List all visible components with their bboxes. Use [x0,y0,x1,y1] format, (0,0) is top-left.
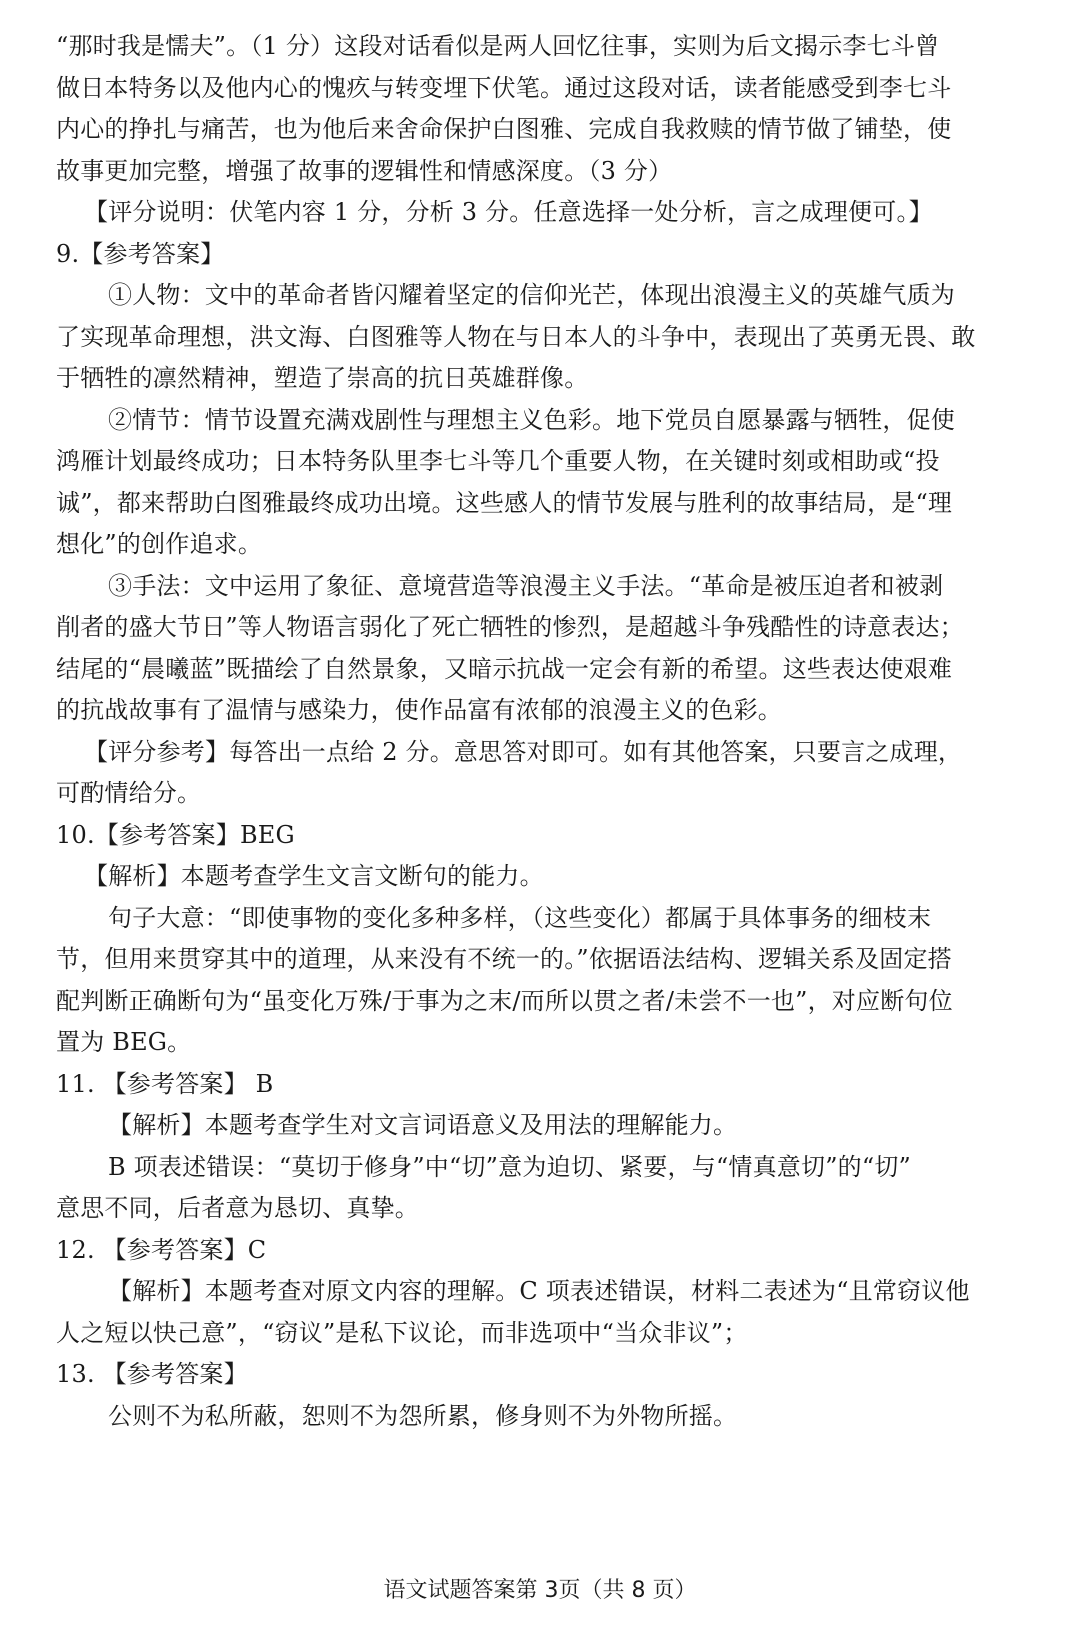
text-line: 做日本特务以及他内心的愧疚与转变埋下伏笔。通过这段对话，读者能感受到李七斗 [56,73,952,102]
text-line: ③手法：文中运用了象征、意境营造等浪漫主义手法。“革命是被压迫者和被剥 [108,571,944,600]
text-line: 结尾的“晨曦蓝”既描绘了自然景象，又暗示抗战一定会有新的希望。这些表达使艰难 [56,654,953,683]
answer-line: 公则不为私所蔽，恕则不为怨所累，修身则不为外物所摇。 [108,1401,738,1430]
text-line: 配判断正确断句为“虽变化万殊/于事为之末/而所以贯之者/未尝不一也”，对应断句位 [56,986,953,1015]
analysis-line: 【解析】本题考查学生文言文断句的能力。 [84,862,544,890]
analysis-line: 【解析】本题考查对原文内容的理解。C 项表述错误，材料二表述为“且常窃议他 [108,1277,970,1305]
text-line: ②情节：情节设置充满戏剧性与理想主义色彩。地下党员自愿暴露与牺牲，促使 [108,405,955,434]
text-line: 节，但用来贯穿其中的道理，从来没有不统一的。”依据语法结构、逻辑关系及固定搭 [56,945,952,973]
text-line: 了实现革命理想，洪文海、白图雅等人物在与日本人的斗争中，表现出了英勇无畏、敢 [56,322,976,351]
q9-section [56,234,1012,815]
text-line: B 项表述错误：“莫切于修身”中“切”意为迫切、紧要，与“情真意切”的“切” [108,1152,912,1181]
text-line: 诚”，都来帮助白图雅最终成功出境。这些感人的情节发展与胜利的故事结局，是“理 [56,488,953,517]
text-line: 故事更加完整，增强了故事的逻辑性和情感深度。（3 分） [56,156,673,185]
q10-section [56,815,1012,1064]
q10-heading: 10.【参考答案】BEG [56,820,295,849]
q12-heading: 12. 【参考答案】C [56,1235,267,1264]
text-line: 削者的盛大节日”等人物语言弱化了死亡牺牲的惨烈，是超越斗争残酷性的诗意表达； [56,613,964,641]
analysis-line: 【解析】本题考查学生对文言词语意义及用法的理解能力。 [108,1111,738,1139]
page-footer: 语文试题答案第 3页（共 8 页） [383,1578,697,1603]
q13-section [56,1354,1012,1437]
text-line: 的抗战故事有了温情与感染力，使作品富有浓郁的浪漫主义的色彩。 [56,696,782,724]
scoring-reference: 【评分参考】每答出一点给 2 分。意思答对即可。如有其他答案，只要言之成理， [84,737,963,766]
q9-heading: 9.【参考答案】 [56,239,225,268]
text-line: 句子大意：“即使事物的变化多种多样，（这些变化）都属于具体事务的细枝末 [108,903,932,932]
q13-heading: 13. 【参考答案】 [56,1360,248,1388]
text-line: 意思不同，后者意为恳切、真挚。 [56,1194,419,1222]
q11-section [56,1064,1012,1230]
text-line: 人之短以快己意”，“窃议”是私下议论，而非选项中“当众非议”； [56,1318,748,1347]
q11-heading: 11. 【参考答案】 B [56,1069,274,1098]
q12-section [56,1230,1012,1355]
text-line: 置为 BEG。 [56,1028,192,1056]
text-line: 鸿雁计划最终成功；日本特务队里李七斗等几个重要人物，在关键时刻或相助或“投 [56,447,940,475]
text-line: “那时我是懦夫”。（1 分）这段对话看似是两人回忆往事，实则为后文揭示李七斗曾 [56,32,940,60]
text-line: ①人物：文中的革命者皆闪耀着坚定的信仰光芒，体现出浪漫主义的英雄气质为 [108,281,955,309]
text-line: 可酌情给分。 [56,779,202,807]
scoring-note: 【评分说明：伏笔内容 1 分，分析 3 分。任意选择一处分析，言之成理便可。】 [84,198,933,226]
q8-answer [56,26,1012,234]
text-line: 于牺牲的凛然精神，塑造了崇高的抗日英雄群像。 [56,364,589,392]
text-line: 内心的挣扎与痛苦，也为他后来舍命保护白图雅、完成自我救赎的情节做了铺垫，使 [56,115,952,143]
text-line: 想化”的创作追求。 [56,530,263,558]
